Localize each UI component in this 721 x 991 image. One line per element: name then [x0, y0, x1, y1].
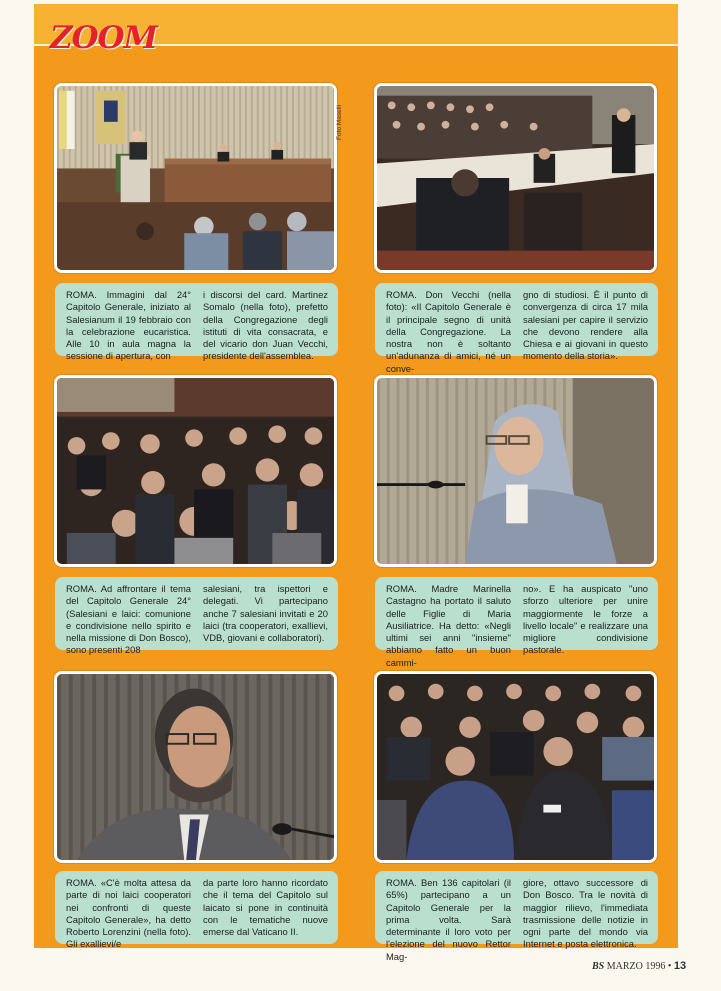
magazine-name: BS: [592, 961, 605, 972]
caption-5: [55, 871, 338, 950]
caption-5-col-2: da parte loro hanno ricordato che il tema del Capitolo sul laicato si pone in continuità con le tematiche nuove emerse dal Vaticano II.: [203, 877, 328, 938]
section-logo: ZOOM: [50, 20, 157, 56]
photo-credit: Foto Maselli: [336, 104, 343, 140]
photo-don-vecchi: [374, 83, 657, 273]
page-footer: [592, 960, 686, 972]
caption-2-col-1: ROMA. Don Vecchi (nella foto): «Il Capitolo Generale è il principale segno di unità della Congregazione. La nostra non è soltanto un'adunanza di amici, né un conve-: [386, 289, 511, 374]
caption-3-col-2: salesiani, tra ispettori e delegati. Vi partecipano anche 7 salesiani invitati e 20 laici (tra cooperatori, exallievi, VDB, giovani e collaboratori).: [203, 583, 328, 644]
photo-madre-castagno: [374, 375, 657, 567]
caption-1-col-1: ROMA. Immagini dal 24° Capitolo Generale, iniziato al Salesianum il 19 febbraio con la celebrazione eucaristica. Alle 10 in aula magna la sessione di apertura, con: [66, 289, 191, 362]
issue-date: MARZO 1996: [606, 961, 666, 972]
caption-5-col-1: ROMA. «C'è molta attesa da parte di noi laici cooperatori nei confronti di queste Capitolo Generale», ha detto Roberto Lorenzini (nella foto). Gli exallievi/e: [66, 877, 191, 950]
caption-4: [375, 577, 658, 668]
caption-2: [375, 283, 658, 374]
caption-2-col-2: gno di studiosi. È il punto di convergenza di circa 17 mila salesiani per capire il servizio che devono rendere alla Chiesa e ai giovani in questo momento della storia».: [523, 289, 648, 362]
caption-3: [55, 577, 338, 656]
page-number: 13: [673, 960, 687, 972]
photo-capitolari: [374, 671, 657, 863]
caption-6-col-1: ROMA. Ben 136 capitolari (il 65%) partecipano a un Capitolo Generale per la prima volta. Sarà determinante il loro voto per l'elezione del nuovo Rettor Mag-: [386, 877, 511, 962]
caption-4-col-1: ROMA. Madre Marinella Castagno ha portato il saluto delle Figlie di Maria Ausiliatrice. Ha detto: «Negli ultimi sei anni "insieme" abbiamo fatto un buon cammi-: [386, 583, 511, 668]
photo-audience: [54, 375, 337, 567]
caption-1-col-2: i discorsi del card. Martinez Somalo (nella foto), prefetto della Congregazione degli istituti di vita consacrata, e del vicario don Juan Vecchi, presidente dell'assemblea.: [203, 289, 328, 362]
caption-4-col-2: no». E ha auspicato "uno sforzo ulteriore per unire maggiormente le forze a livello locale" e realizzare una migliore condivisione pastorale.: [523, 583, 648, 656]
footer-separator: •: [667, 961, 672, 972]
photo-roberto-lorenzini: [54, 671, 337, 863]
caption-1: [55, 283, 338, 362]
caption-3-col-1: ROMA. Ad affrontare il tema del Capitolo Generale 24° (Salesiani e laici: comunione e condivisione nello spirito e nella missione di Don Bosco), sono presenti 208: [66, 583, 191, 656]
caption-6: [375, 871, 658, 962]
photo-assembly-stage: [54, 83, 337, 273]
caption-6-col-2: giore, ottavo successore di Don Bosco. Tra le novità di maggior rilievo, l'immediata trasmissione delle notizie in ogni parte del mondo via Internet e posta elettronica.: [523, 877, 648, 950]
